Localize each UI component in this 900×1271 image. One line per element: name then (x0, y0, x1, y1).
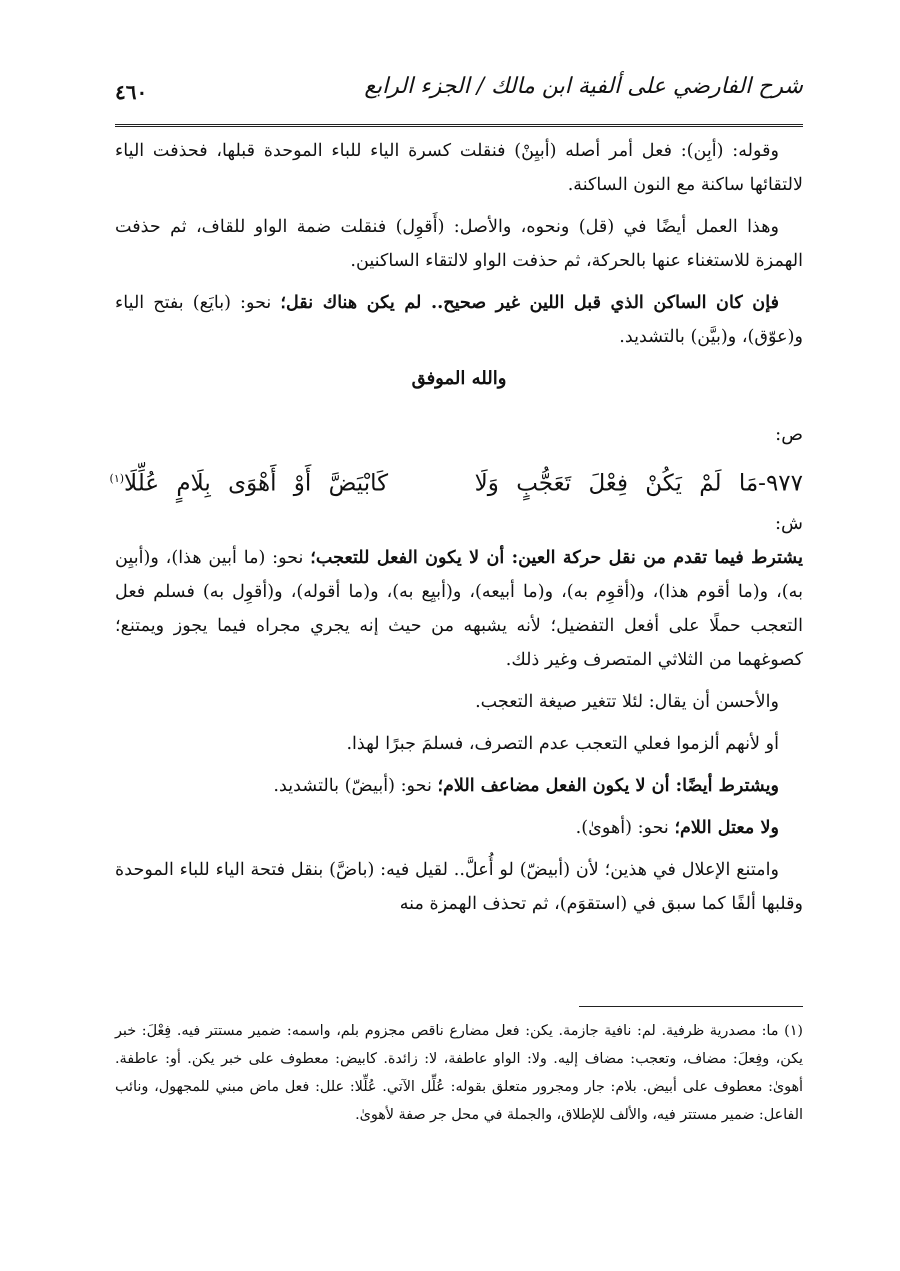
poetry-verse (109, 456, 803, 507)
running-header (115, 66, 803, 127)
verse-first-half: مَا لَمْ يَكُنْ فِعْلَ تَعَجُّبٍ وَلَا (474, 470, 759, 497)
closing-phrase: والله الموفق (411, 368, 507, 389)
paragraph-text: نحو: (ما أبين هذا)، و(أبيِن به)، و(ما أقوم هذا)، و(أقوِم به)، و(ما أبيعه)، و(أبيِع به)، و(ما أقوله)، و(أقوِل به) فسلم فعل التعجب حملًا على أفعل التفضيل؛ لأنه يشبهه من حيث إنه يجري مجراه فيما يجوز ويمتنع؛ كصوغهما من الثلاثي المتصرف وغير ذلك. (115, 547, 803, 670)
condition-paragraph (115, 811, 803, 845)
page-number: ٤٦٠ (115, 80, 148, 104)
bold-text: يشترط فيما تقدم من نقل حركة العين: أن لا يكون الفعل للتعجب؛ (310, 546, 803, 568)
paragraph-text: نحو: (أبيضّ) بالتشديد. (273, 775, 438, 796)
bold-text: ويشترط أيضًا: أن لا يكون الفعل مضاعف اللام؛ (437, 774, 779, 796)
verse-second-half: كَابْيَضَّ أَوْ أَهْوَى بِلَامٍ عُلِّلَا (124, 470, 389, 497)
paragraph-text: نحو: (أهوىٰ). (575, 817, 675, 838)
footnote-separator (579, 1006, 803, 1007)
footnote-text: (١) ما: مصدرية ظرفية. لم: نافية جازمة. يكن: فعل مضارع ناقص مجزوم بلم، واسمه: ضمير مستتر فيه. فِعْلَ: خبر يكن، وفِعلَ: مضاف، وتعجب: مضاف إليه. ولا: الواو عاطفة، لا: زائدة. كابيض: معطوف على خبر يكن. أو: عاطفة. أهوىٰ: معطوف على أبيض. بلام: جار ومجرور متعلق بقوله: عُلِّل الآتي. عُلِّلا: علل: فعل ماض مبني للمجهول، ونائب الفاعل: ضمير مستتر فيه، والألف للإطلاق، والجملة في محل جر صفة لأهوىٰ. (115, 1023, 803, 1123)
commentary-paragraph (115, 541, 803, 677)
commentary-label: ش: (774, 512, 803, 534)
bold-text: فإن كان الساكن الذي قبل اللين غير صحيح.. لم يكن هناك نقل؛ (280, 292, 779, 313)
main-text (109, 134, 803, 929)
paragraph: وقوله: (أبِن): فعل أمر أصله (أبيِنْ) فنقلت كسرة الياء للباء الموحدة قبلها، فحذفت الياء لالتقائها ساكنة مع النون الساكنة. (115, 141, 803, 195)
paragraph-text: نحو: (بايَع) بفتح الياء و(عوّق)، و(بيَّن) بالتشديد. (115, 293, 803, 347)
footnotes (115, 1017, 803, 1129)
bold-text: ولا معتل اللام؛ (674, 816, 779, 838)
paragraph: وامتنع الإعلال في هذين؛ لأن (أبيضّ) لو أُعلَّ.. لقيل فيه: (باضَّ) بنقل فتحة الياء للباء الموحدة وقلبها ألفًا كما سبق في (استقوَم)، ثم تحذف الهمزة منه (115, 859, 803, 914)
paragraph: والأحسن أن يقال: لئلا تتغير صيغة التعجب. (475, 691, 779, 712)
verse-label: ص: (775, 424, 803, 445)
verse-number: ٩٧٧- (758, 470, 803, 497)
header-title: شرح الفارضي على ألفية ابن مالك / الجزء الرابع (364, 74, 803, 99)
paragraph: وهذا العمل أيضًا في (قل) ونحوه، والأصل: (أَقوِل) فنقلت ضمة الواو للقاف، ثم حذفت الهمزة للاستغناء عنها بالحركة، ثم حذفت الواو لالتقاء الساكنين. (115, 217, 803, 271)
condition-paragraph (115, 769, 803, 803)
footnote-marker: (١) (109, 472, 125, 485)
rule-paragraph (115, 286, 803, 354)
paragraph: أو لأنهم ألزموا فعلي التعجب عدم التصرف، فسلمَ جبرًا لهذا. (346, 733, 779, 754)
